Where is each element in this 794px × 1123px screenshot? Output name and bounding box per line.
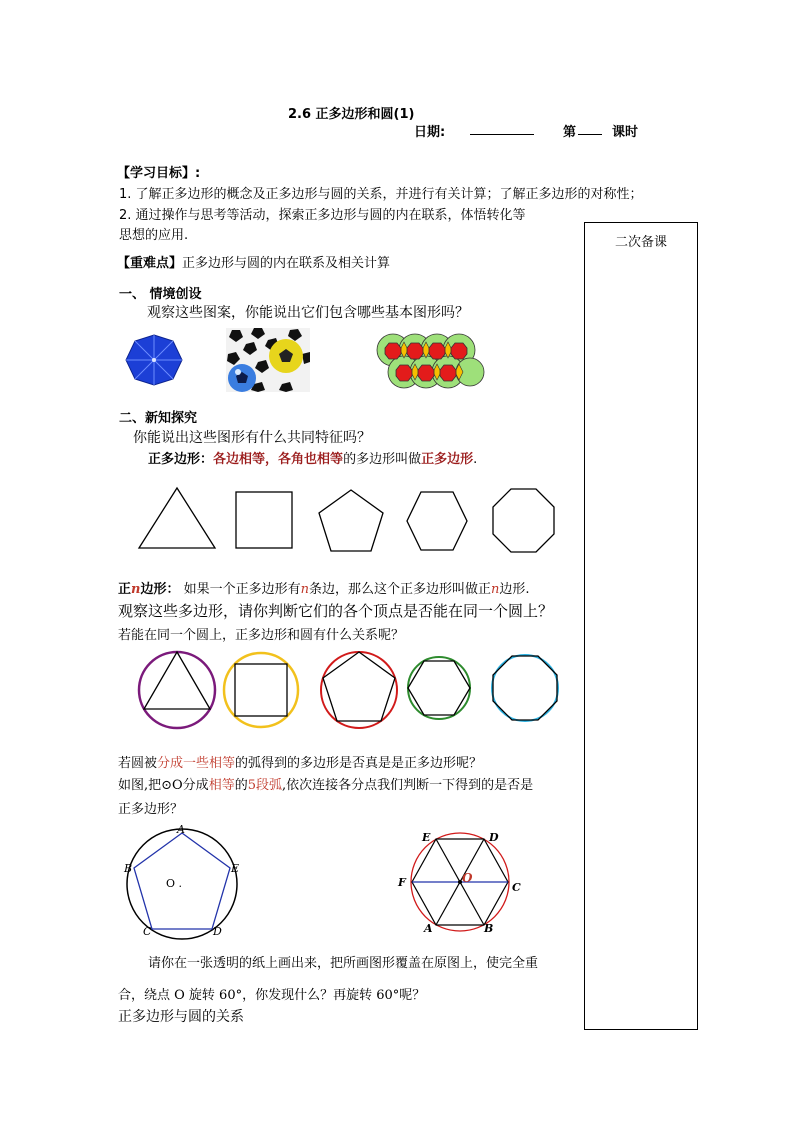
inscribed-square xyxy=(235,664,287,716)
triangle-circumcircle xyxy=(139,652,215,728)
definition-middle: 的多边形叫做 xyxy=(343,452,422,467)
second-lesson-box xyxy=(584,222,698,1030)
session-suffix: 课时 xyxy=(612,125,639,140)
hexagon-label-o: O xyxy=(462,871,473,885)
pentagon-label-d: D xyxy=(213,925,222,938)
key-points-text: 正多边形与圆的内在联系及相关计算 xyxy=(182,256,391,271)
key-points xyxy=(117,252,390,271)
hexagon-label-e: E xyxy=(422,831,431,844)
divide-s-e: ,依次连接各分点我们判断一下得到的是否是 xyxy=(282,778,534,793)
n-gon-definition xyxy=(118,578,530,597)
hexagon-shape xyxy=(407,492,467,550)
divide-s-c: 的 xyxy=(234,778,248,793)
pentagon-label-e: E xyxy=(231,862,240,875)
observe-relation-question: 若能在同一个圆上，正多边形和圆有什么关系呢？ xyxy=(118,628,405,643)
umbrella-image xyxy=(123,333,185,387)
session-blank xyxy=(578,121,602,135)
pentagon-shape xyxy=(319,490,383,551)
definition-end: . xyxy=(473,452,478,467)
square-shape xyxy=(236,492,292,548)
second-lesson-label: 二次备课 xyxy=(614,235,667,250)
section2-question: 你能说出这些图形有什么共同特征吗？ xyxy=(133,430,371,446)
date-label: 日期: xyxy=(414,125,446,140)
n-gon-text-c: 边形. xyxy=(499,582,530,597)
n-gon-text-b: 条边，那么这个正多边形叫做正 xyxy=(309,582,492,597)
octagon-tiling-image xyxy=(377,328,485,394)
objective-1: 1. 了解正多边形的概念及正多边形与圆的关系，并进行有关计算；了解正多边形的对称性； xyxy=(119,187,643,202)
pentagon-in-circle-figure xyxy=(120,822,260,942)
pentagon-label-c: C xyxy=(143,925,152,938)
relation-heading: 正多边形与圆的关系 xyxy=(118,1009,244,1025)
n-gon-text-a: 如果一个正多边形有 xyxy=(183,582,301,597)
section2-heading: 二、新知探究 xyxy=(119,411,198,426)
divide-s-a: 如图,把⊙O分成 xyxy=(118,778,209,793)
divide-s-b: 相等 xyxy=(208,778,235,793)
date-blank xyxy=(470,121,534,135)
hexagon-circumcircle xyxy=(408,657,470,719)
instruction-line-2: 合，绕点 O 旋转 60°，你发现什么？再旋转 60°呢？ xyxy=(118,988,426,1003)
divide-q-c: 的弧得到的多边形是否真是是正多边形呢？ xyxy=(235,756,483,771)
pentagon-circumcircle xyxy=(321,652,397,728)
hexagon-label-d: D xyxy=(489,831,499,844)
definition-equal-angles: 各角也相等 xyxy=(278,452,344,467)
definition-equal-sides: 各边相等 xyxy=(213,452,266,467)
octagon-circumcircle xyxy=(492,655,558,721)
observe-question: 观察这些多边形，请你判断它们的各个顶点是否能在同一个圆上？ xyxy=(118,602,554,620)
divide-statement xyxy=(118,774,533,793)
divide-question xyxy=(118,752,482,771)
objective-2: 2. 通过操作与思考等活动，探索正多边形与圆的内在联系，体悟转化等 xyxy=(119,208,526,223)
hexagon-label-f: F xyxy=(398,876,406,889)
n-gon-label-prefix: 正 xyxy=(118,582,132,597)
definition-comma: ， xyxy=(265,452,279,467)
key-points-label: 【重难点】 xyxy=(117,256,183,271)
n-gon-label-n: n xyxy=(131,582,141,597)
definition-label: 正多边形： xyxy=(148,452,214,467)
soccer-balls-image xyxy=(226,328,310,392)
triangle-shape xyxy=(139,488,215,548)
objectives-heading: 【学习目标】: xyxy=(117,166,201,181)
session-prefix: 第 xyxy=(563,125,577,140)
divide-q-b: 分成一些相等 xyxy=(157,756,236,771)
n-gon-text-n2: n xyxy=(491,582,500,597)
n-gon-label-suffix: 边形： xyxy=(140,582,180,597)
hexagon-label-c: C xyxy=(512,881,521,894)
divide-q-a: 若圆被 xyxy=(118,756,158,771)
regular-polygons-row xyxy=(130,480,570,560)
objective-2-cont: 思想的应用. xyxy=(119,228,189,243)
hexagon-label-a: A xyxy=(424,922,433,935)
section1-prompt: 观察这些图案，你能说出它们包含哪些基本图形吗？ xyxy=(147,305,469,321)
inscribed-octagon xyxy=(493,656,557,720)
instruction-line-1: 请你在一张透明的纸上画出来，把所画图形覆盖在原图上，使完全重 xyxy=(148,956,539,971)
hexagon-label-b: B xyxy=(484,922,494,935)
regular-polygon-definition xyxy=(148,448,477,467)
inscribed-hexagon xyxy=(408,661,470,715)
n-gon-text-n: n xyxy=(300,582,310,597)
octagon-shape xyxy=(493,489,554,552)
inscribed-polygons-row xyxy=(130,648,570,732)
page-title: 2.6 正多边形和圆(1) xyxy=(288,107,415,122)
divide-statement-cont: 正多边形？ xyxy=(118,802,184,817)
divide-s-d: 5段弧 xyxy=(247,778,282,793)
pentagon-label-b: B xyxy=(124,862,133,875)
pentagon-label-a: A xyxy=(177,823,185,836)
pentagon-label-o: O . xyxy=(166,877,183,890)
section1-heading: 一、 情境创设 xyxy=(119,287,202,302)
definition-term: 正多边形 xyxy=(421,452,474,467)
